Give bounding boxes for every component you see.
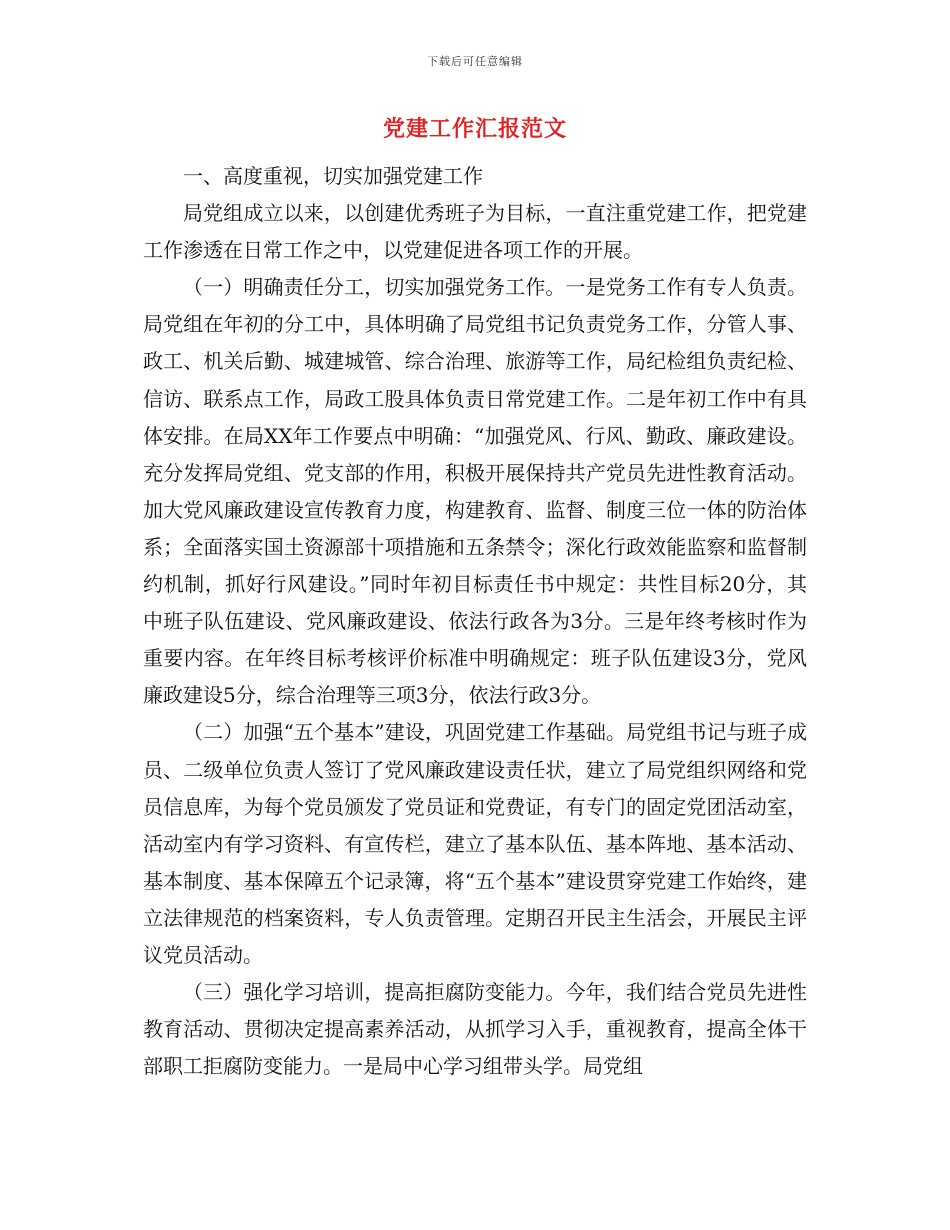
document-title: 党建工作汇报范文 xyxy=(382,116,567,142)
section-heading: 一、高度重视，切实加强党建工作 xyxy=(183,164,483,188)
body-paragraph: （三）强化学习培训，提高拒腐防变能力。今年，我们结合党员先进性教育活动、贯彻决定提高素养活动，从抓学习入手，重视教育，提高全体干部职工拒腐防变能力。一是局中心学习组带头学。局党组 xyxy=(143,980,807,1079)
page-header-note: 下载后可任意编辑 xyxy=(427,55,523,68)
body-paragraph: 局党组成立以来，以创建优秀班子为目标，一直注重党建工作，把党建工作渗透在日常工作之中，以党建促进各项工作的开展。 xyxy=(143,201,807,263)
body-paragraph: （二）加强“五个基本”建设，巩固党建工作基础。局党组书记与班子成员、二级单位负责人签订了党风廉政建设责任状，建立了局党组织网络和党员信息库，为每个党员颁发了党员证和党费证，有专门的固定党团活动室，活动室内有学习资料、有宣传栏，建立了基本队伍、基本阵地、基本活动、基本制度、基本保障五个记录簿，将“五个基本”建设贯穿党建工作始终，建立法律规范的档案资料，专人负责管理。定期召开民主生活会，开展民主评议党员活动。 xyxy=(143,720,807,967)
body-paragraph: （一）明确责任分工，切实加强党务工作。一是党务工作有专人负责。局党组在年初的分工中，具体明确了局党组书记负责党务工作，分管人事、政工、机关后勤、城建城管、综合治理、旅游等工作，局纪检组负责纪检、信访、联系点工作，局政工股具体负责日常党建工作。二是年初工作中有具体安排。在局XX年工作要点中明确：“加强党风、行风、勤政、廉政建设。充分发挥局党组、党支部的作用，积极开展保持共产党员先进性教育活动。加大党风廉政建设宣传教育力度，构建教育、监督、制度三位一体的防治体系；全面落实国土资源部十项措施和五条禁令；深化行政效能监察和监督制约机制，抓好行风建设。”同时年初目标责任书中规定：共性目标20分，其中班子队伍建设、党风廉政建设、依法行政各为3分。三是年终考核时作为重要内容。在年终目标考核评价标准中明确规定：班子队伍建设3分，党风廉政建设5分，综合治理等三项3分，依法行政3分。 xyxy=(143,275,807,708)
document-body xyxy=(143,158,807,1085)
